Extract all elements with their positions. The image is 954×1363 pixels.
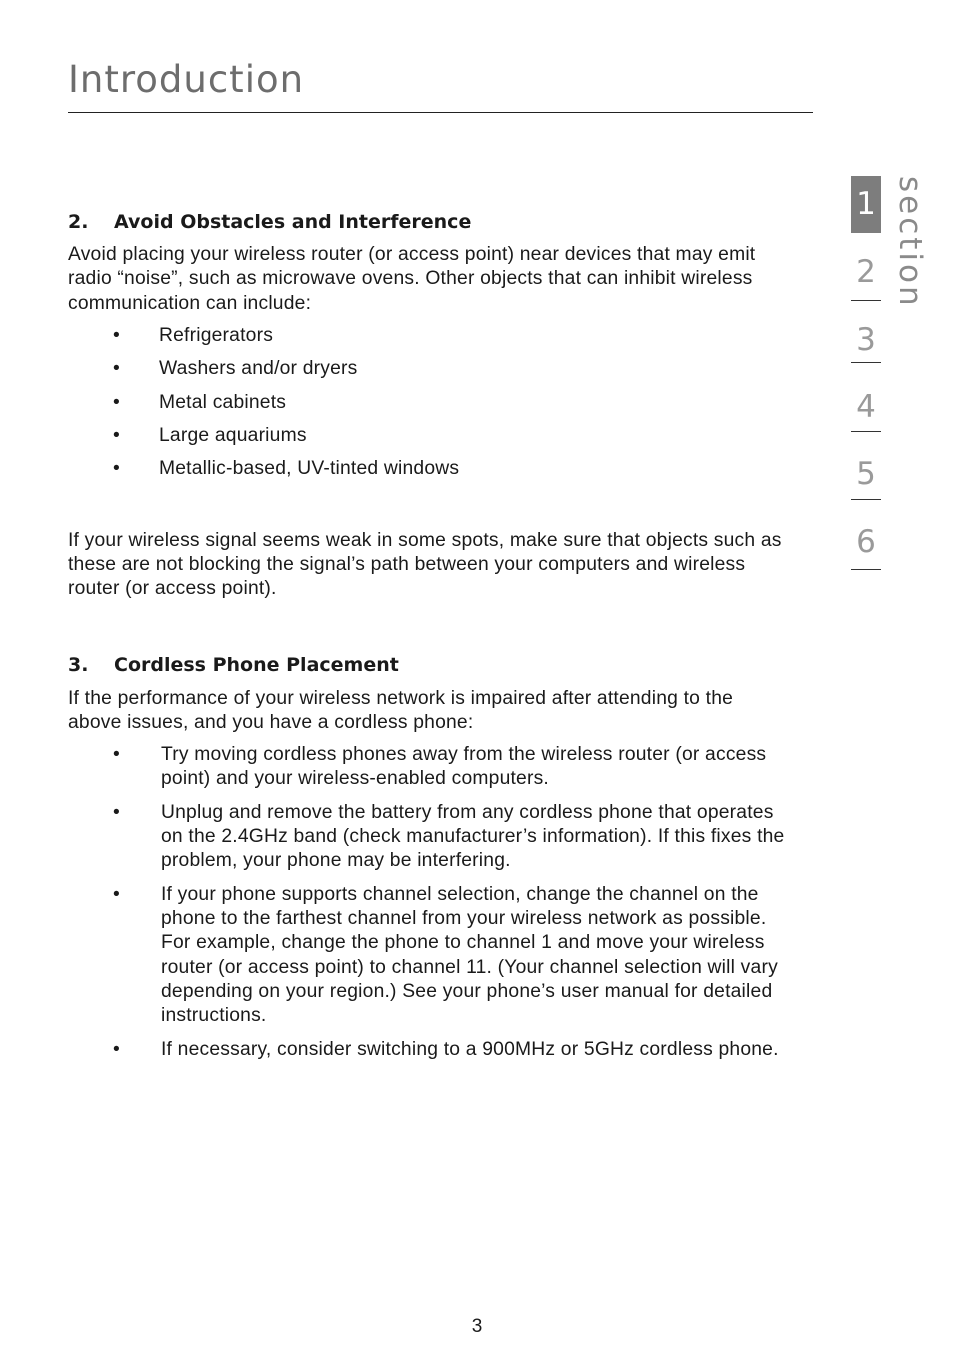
section-2-number: 2. — [68, 211, 89, 233]
section-2-title: Avoid Obstacles and Interference — [114, 211, 472, 233]
section-2-intro: Avoid placing your wireless router (or access point) near devices that may emit radio “noise”, such as microwave ovens. Other objects that can inhibit wireless communication can include: — [68, 244, 756, 314]
section-2-followup: If your wireless signal seems weak in some spots, make sure that objects such as these are not blocking the signal’s path between your computers and wireless router (or access point). — [68, 529, 782, 600]
section-tab-3[interactable]: 3 — [856, 322, 876, 358]
bullet-icon: • — [113, 884, 120, 905]
section-divider — [851, 431, 881, 432]
bullet-icon: • — [113, 801, 120, 823]
list-item-text: Unplug and remove the battery from any cordless phone that operates on the 2.4GHz band (check manufacturer’s information). If this fixes the problem, your phone may be interfering. — [161, 801, 785, 872]
obstacle-list — [68, 324, 788, 482]
section-divider — [851, 362, 881, 363]
section-tab-1[interactable]: 1 — [851, 176, 881, 233]
bullet-icon: • — [113, 391, 120, 413]
section-divider — [851, 300, 881, 301]
bullet-icon: • — [113, 358, 120, 380]
list-item-text: If your phone supports channel selection, change the channel on the phone to the farthest channel from your wireless network as possible. For example, change the phone to channel 1 and move your wireless router (or access point) to channel 11. (Your channel selection will vary depending on your region.) See your phone’s user manual for detailed instructions. — [161, 884, 778, 1027]
list-item — [68, 1038, 788, 1062]
section-label: section — [892, 176, 928, 309]
section-2-heading — [68, 210, 788, 234]
bullet-icon: • — [113, 424, 120, 446]
title-divider — [68, 112, 813, 113]
list-item-text: If necessary, consider switching to a 900MHz or 5GHz cordless phone. — [161, 1038, 779, 1060]
list-item — [68, 801, 788, 874]
list-item — [68, 457, 788, 481]
section-divider — [851, 569, 881, 570]
list-item — [68, 424, 788, 448]
list-item-text: Refrigerators — [159, 324, 274, 346]
section-3-number: 3. — [68, 654, 89, 677]
section-tab-4[interactable]: 4 — [856, 389, 876, 425]
list-item-text: Washers and/or dryers — [159, 358, 358, 380]
bullet-icon: • — [113, 1038, 120, 1060]
section-3-title: Cordless Phone Placement — [114, 654, 399, 677]
list-item — [68, 357, 788, 381]
main-content — [68, 210, 788, 1071]
list-item-text: Metallic-based, UV-tinted windows — [159, 458, 460, 480]
section-tab-5[interactable]: 5 — [856, 456, 876, 492]
list-item-text: Metal cabinets — [159, 391, 287, 413]
section-tab-6[interactable]: 6 — [856, 524, 876, 560]
list-item-text: Try moving cordless phones away from the wireless router (or access point) and your wireless-enabled computers. — [161, 743, 767, 790]
bullet-icon: • — [113, 324, 120, 346]
section-3-intro: If the performance of your wireless network is impaired after attending to the above issues, and you have a cordless phone: — [68, 687, 734, 733]
list-item — [68, 883, 788, 1028]
list-item — [68, 391, 788, 415]
bullet-icon: • — [113, 743, 120, 765]
page-number: 3 — [471, 1316, 483, 1337]
section-3-heading — [68, 653, 788, 677]
list-item — [68, 743, 788, 791]
section-divider — [851, 499, 881, 500]
cordless-phone-list — [68, 743, 788, 1062]
list-item — [68, 324, 788, 348]
bullet-icon: • — [113, 458, 120, 480]
list-item-text: Large aquariums — [159, 424, 307, 446]
page-title: Introduction — [68, 58, 305, 101]
section-tab-2[interactable]: 2 — [856, 254, 876, 290]
